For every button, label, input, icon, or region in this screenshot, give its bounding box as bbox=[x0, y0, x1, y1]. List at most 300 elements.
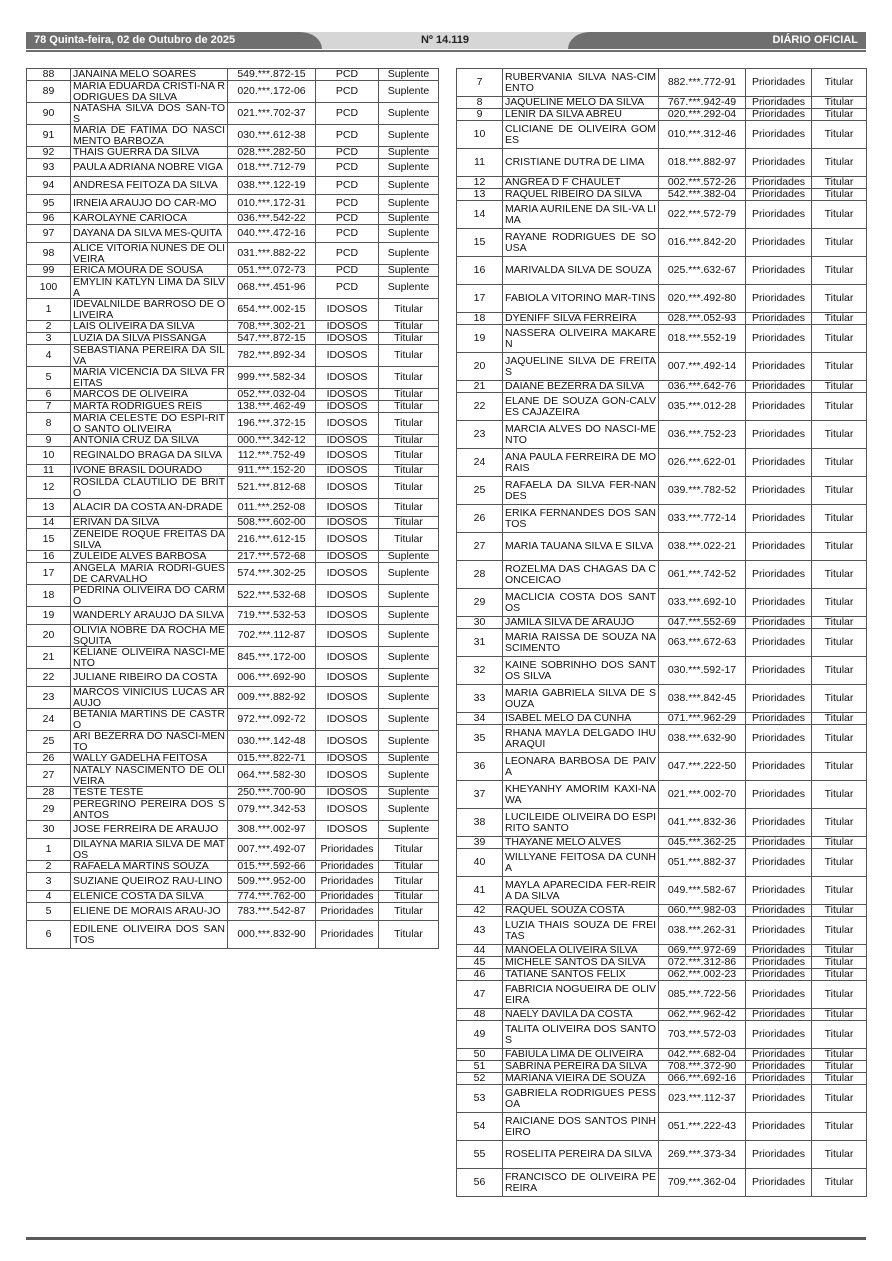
table-row bbox=[457, 477, 867, 505]
category: Prioridades bbox=[746, 353, 812, 381]
cpf-masked: 882.***.772-91 bbox=[659, 69, 746, 97]
row-number: 56 bbox=[457, 1169, 503, 1197]
status: Titular bbox=[812, 917, 867, 945]
row-number: 15 bbox=[457, 229, 503, 257]
status: Titular bbox=[812, 285, 867, 313]
category: Prioridades bbox=[746, 945, 812, 957]
table-row bbox=[27, 477, 439, 499]
cpf-masked: 071.***.962-29 bbox=[659, 713, 746, 725]
cpf-masked: 060.***.982-03 bbox=[659, 905, 746, 917]
category: Prioridades bbox=[746, 533, 812, 561]
row-number: 28 bbox=[457, 561, 503, 589]
table-row bbox=[27, 873, 439, 891]
table-row bbox=[457, 877, 867, 905]
status: Suplente bbox=[379, 225, 439, 243]
table-row bbox=[27, 69, 439, 81]
cpf-masked: 036.***.542-22 bbox=[228, 213, 316, 225]
candidate-name: MICHELE SANTOS DA SILVA bbox=[503, 957, 659, 969]
table-row bbox=[457, 421, 867, 449]
candidate-name: TALITA OLIVEIRA DOS SANTOS bbox=[503, 1021, 659, 1049]
table-row bbox=[27, 839, 439, 861]
table-row bbox=[27, 731, 439, 753]
category: Prioridades bbox=[746, 97, 812, 109]
cpf-masked: 767.***.942-49 bbox=[659, 97, 746, 109]
row-number: 29 bbox=[457, 589, 503, 617]
row-number: 3 bbox=[27, 873, 71, 891]
row-number: 33 bbox=[457, 685, 503, 713]
row-number: 13 bbox=[457, 189, 503, 201]
row-number: 88 bbox=[27, 69, 71, 81]
candidate-name: MANOELA OLIVEIRA SILVA bbox=[503, 945, 659, 957]
status: Titular bbox=[812, 781, 867, 809]
row-number: 15 bbox=[27, 529, 71, 551]
table-row bbox=[27, 103, 439, 125]
cpf-masked: 022.***.572-79 bbox=[659, 201, 746, 229]
table-row bbox=[27, 765, 439, 787]
category: Prioridades bbox=[746, 285, 812, 313]
candidate-name: IVONE BRASIL DOURADO bbox=[71, 465, 228, 477]
candidate-name: JULIANE RIBEIRO DA COSTA bbox=[71, 669, 228, 687]
table-row bbox=[27, 517, 439, 529]
category: Prioridades bbox=[746, 617, 812, 629]
row-number: 28 bbox=[27, 787, 71, 799]
candidate-name: RAQUEL RIBEIRO DA SILVA bbox=[503, 189, 659, 201]
table-row bbox=[457, 617, 867, 629]
cpf-masked: 006.***.692-90 bbox=[228, 669, 316, 687]
status: Titular bbox=[812, 177, 867, 189]
category: Prioridades bbox=[746, 421, 812, 449]
status: Suplente bbox=[379, 277, 439, 299]
table-row bbox=[457, 109, 867, 121]
cpf-masked: 708.***.372-90 bbox=[659, 1061, 746, 1073]
status: Titular bbox=[379, 477, 439, 499]
row-number: 4 bbox=[27, 345, 71, 367]
table-row bbox=[457, 713, 867, 725]
cpf-masked: 021.***.002-70 bbox=[659, 781, 746, 809]
row-number: 51 bbox=[457, 1061, 503, 1073]
row-number: 21 bbox=[27, 647, 71, 669]
status: Titular bbox=[379, 321, 439, 333]
candidate-name: DILAYNA MARIA SILVA DE MATOS bbox=[71, 839, 228, 861]
status: Titular bbox=[812, 657, 867, 685]
cpf-masked: 018.***.552-19 bbox=[659, 325, 746, 353]
cpf-masked: 217.***.572-68 bbox=[228, 551, 316, 563]
cpf-masked: 052.***.032-04 bbox=[228, 389, 316, 401]
table-row bbox=[457, 201, 867, 229]
status: Suplente bbox=[379, 787, 439, 799]
category: IDOSOS bbox=[316, 401, 379, 413]
cpf-masked: 703.***.572-03 bbox=[659, 1021, 746, 1049]
category: Prioridades bbox=[316, 891, 379, 903]
candidate-name: ARI BEZERRA DO NASCI-MENTO bbox=[71, 731, 228, 753]
status: Titular bbox=[812, 393, 867, 421]
cpf-masked: 196.***.372-15 bbox=[228, 413, 316, 435]
row-number: 17 bbox=[457, 285, 503, 313]
status: Titular bbox=[812, 1085, 867, 1113]
candidate-name: PEDRINA OLIVEIRA DO CARMO bbox=[71, 585, 228, 607]
cpf-masked: 015.***.822-71 bbox=[228, 753, 316, 765]
category: IDOSOS bbox=[316, 821, 379, 839]
cpf-masked: 016.***.842-20 bbox=[659, 229, 746, 257]
row-number: 14 bbox=[457, 201, 503, 229]
status: Titular bbox=[812, 189, 867, 201]
candidate-name: MARIA GABRIELA SILVA DE SOUZA bbox=[503, 685, 659, 713]
table-row bbox=[457, 837, 867, 849]
status: Suplente bbox=[379, 243, 439, 265]
row-number: 25 bbox=[457, 477, 503, 505]
category: IDOSOS bbox=[316, 669, 379, 687]
table-row bbox=[457, 97, 867, 109]
candidate-name: WILLYANE FEITOSA DA CUNHA bbox=[503, 849, 659, 877]
status: Titular bbox=[812, 629, 867, 657]
category: IDOSOS bbox=[316, 529, 379, 551]
status: Titular bbox=[812, 1169, 867, 1197]
table-row bbox=[457, 969, 867, 981]
category: IDOSOS bbox=[316, 799, 379, 821]
row-number: 12 bbox=[27, 477, 71, 499]
table-row bbox=[457, 325, 867, 353]
cpf-masked: 063.***.672-63 bbox=[659, 629, 746, 657]
candidate-name: ANTONIA CRUZ DA SILVA bbox=[71, 435, 228, 447]
status: Titular bbox=[812, 837, 867, 849]
candidate-name: SUZIANE QUEIROZ RAU-LINO bbox=[71, 873, 228, 891]
status: Titular bbox=[379, 447, 439, 465]
row-number: 19 bbox=[457, 325, 503, 353]
category: Prioridades bbox=[316, 861, 379, 873]
cpf-masked: 036.***.642-76 bbox=[659, 381, 746, 393]
cpf-masked: 047.***.222-50 bbox=[659, 753, 746, 781]
status: Titular bbox=[379, 903, 439, 921]
table-row bbox=[27, 435, 439, 447]
row-number: 35 bbox=[457, 725, 503, 753]
header-divider bbox=[26, 50, 866, 52]
status: Titular bbox=[379, 529, 439, 551]
row-number: 55 bbox=[457, 1141, 503, 1169]
category: Prioridades bbox=[316, 903, 379, 921]
candidate-name: LAIS OLIVEIRA DA SILVA bbox=[71, 321, 228, 333]
cpf-masked: 018.***.882-97 bbox=[659, 149, 746, 177]
status: Suplente bbox=[379, 103, 439, 125]
table-row bbox=[457, 957, 867, 969]
candidate-name: ANGREA D F CHAULET bbox=[503, 177, 659, 189]
candidate-name: CLICIANE DE OLIVEIRA GOMES bbox=[503, 121, 659, 149]
candidate-name: ROSILDA CLAUTILIO DE BRITO bbox=[71, 477, 228, 499]
candidate-name: LUCILEIDE OLIVEIRA DO ESPIRITO SANTO bbox=[503, 809, 659, 837]
status: Suplente bbox=[379, 159, 439, 177]
status: Suplente bbox=[379, 765, 439, 787]
category: Prioridades bbox=[746, 121, 812, 149]
category: IDOSOS bbox=[316, 753, 379, 765]
category: Prioridades bbox=[746, 505, 812, 533]
table-row bbox=[27, 563, 439, 585]
table-row bbox=[457, 1169, 867, 1197]
row-number: 1 bbox=[27, 299, 71, 321]
table-row bbox=[27, 903, 439, 921]
candidate-name: PAULA ADRIANA NOBRE VIGA bbox=[71, 159, 228, 177]
status: Titular bbox=[812, 257, 867, 285]
row-number: 47 bbox=[457, 981, 503, 1009]
candidate-name: ALICE VITORIA NUNES DE OLIVEIRA bbox=[71, 243, 228, 265]
row-number: 19 bbox=[27, 607, 71, 625]
table-row bbox=[27, 265, 439, 277]
row-number: 9 bbox=[457, 109, 503, 121]
category: Prioridades bbox=[746, 905, 812, 917]
status: Titular bbox=[812, 505, 867, 533]
status: Titular bbox=[812, 713, 867, 725]
table-row bbox=[27, 299, 439, 321]
cpf-masked: 062.***.962-42 bbox=[659, 1009, 746, 1021]
row-number: 41 bbox=[457, 877, 503, 905]
row-number: 54 bbox=[457, 1113, 503, 1141]
status: Suplente bbox=[379, 607, 439, 625]
candidate-name: ELANE DE SOUZA GON-CALVES CAJAZEIRA bbox=[503, 393, 659, 421]
table-row bbox=[457, 685, 867, 713]
row-number: 94 bbox=[27, 177, 71, 195]
cpf-masked: 007.***.492-07 bbox=[228, 839, 316, 861]
category: Prioridades bbox=[746, 1169, 812, 1197]
cpf-masked: 138.***.462-49 bbox=[228, 401, 316, 413]
cpf-masked: 033.***.692-10 bbox=[659, 589, 746, 617]
category: Prioridades bbox=[746, 1141, 812, 1169]
category: Prioridades bbox=[746, 657, 812, 685]
category: IDOSOS bbox=[316, 333, 379, 345]
candidate-name: LEONARA BARBOSA DE PAIVA bbox=[503, 753, 659, 781]
category: Prioridades bbox=[746, 477, 812, 505]
category: IDOSOS bbox=[316, 413, 379, 435]
row-number: 52 bbox=[457, 1073, 503, 1085]
category: Prioridades bbox=[746, 725, 812, 753]
table-row bbox=[27, 529, 439, 551]
table-row bbox=[457, 753, 867, 781]
cpf-masked: 047.***.552-69 bbox=[659, 617, 746, 629]
candidate-name: JANAINA MELO SOARES bbox=[71, 69, 228, 81]
candidate-name: WALLY GADELHA FEITOSA bbox=[71, 753, 228, 765]
table-row bbox=[27, 447, 439, 465]
status: Titular bbox=[379, 839, 439, 861]
row-number: 100 bbox=[27, 277, 71, 299]
cpf-masked: 972.***.092-72 bbox=[228, 709, 316, 731]
candidate-name: ELIENE DE MORAIS ARAU-JO bbox=[71, 903, 228, 921]
candidate-name: ZENEIDE ROQUE FREITAS DA SILVA bbox=[71, 529, 228, 551]
table-row bbox=[457, 725, 867, 753]
table-row bbox=[457, 981, 867, 1009]
table-row bbox=[27, 225, 439, 243]
table-row bbox=[457, 1021, 867, 1049]
page-date: 78 Quinta-feira, 02 de Outubro de 2025 bbox=[26, 32, 322, 49]
category: IDOSOS bbox=[316, 321, 379, 333]
candidate-name: RAQUEL SOUZA COSTA bbox=[503, 905, 659, 917]
status: Titular bbox=[812, 201, 867, 229]
table-row bbox=[457, 629, 867, 657]
cpf-masked: 719.***.532-53 bbox=[228, 607, 316, 625]
candidate-table-right bbox=[456, 68, 867, 1197]
category: Prioridades bbox=[746, 1061, 812, 1073]
candidate-name: KAINE SOBRINHO DOS SANTOS SILVA bbox=[503, 657, 659, 685]
category: Prioridades bbox=[746, 981, 812, 1009]
row-number: 95 bbox=[27, 195, 71, 213]
status: Suplente bbox=[379, 753, 439, 765]
cpf-masked: 049.***.582-67 bbox=[659, 877, 746, 905]
category: Prioridades bbox=[746, 257, 812, 285]
category: IDOSOS bbox=[316, 709, 379, 731]
status: Titular bbox=[812, 1009, 867, 1021]
category: PCD bbox=[316, 81, 379, 103]
candidate-name: RHANA MAYLA DELGADO IHUARAQUI bbox=[503, 725, 659, 753]
candidate-name: LUZIA DA SILVA PISSANGA bbox=[71, 333, 228, 345]
cpf-masked: 250.***.700-90 bbox=[228, 787, 316, 799]
candidate-name: DYENIFF SILVA FERREIRA bbox=[503, 313, 659, 325]
cpf-masked: 549.***.872-15 bbox=[228, 69, 316, 81]
table-row bbox=[27, 551, 439, 563]
cpf-masked: 038.***.262-31 bbox=[659, 917, 746, 945]
cpf-masked: 039.***.782-52 bbox=[659, 477, 746, 505]
candidate-table-left bbox=[26, 68, 439, 949]
row-number: 38 bbox=[457, 809, 503, 837]
status: Titular bbox=[379, 367, 439, 389]
candidate-name: ISABEL MELO DA CUNHA bbox=[503, 713, 659, 725]
table-row bbox=[27, 367, 439, 389]
cpf-masked: 030.***.592-17 bbox=[659, 657, 746, 685]
cpf-masked: 041.***.832-36 bbox=[659, 809, 746, 837]
category: Prioridades bbox=[746, 781, 812, 809]
table-row bbox=[457, 449, 867, 477]
candidate-name: RUBERVANIA SILVA NAS-CIMENTO bbox=[503, 69, 659, 97]
candidate-name: FABIOLA VITORINO MAR-TINS bbox=[503, 285, 659, 313]
row-number: 21 bbox=[457, 381, 503, 393]
candidate-name: REGINALDO BRAGA DA SILVA bbox=[71, 447, 228, 465]
status: Suplente bbox=[379, 265, 439, 277]
category: IDOSOS bbox=[316, 345, 379, 367]
category: IDOSOS bbox=[316, 389, 379, 401]
row-number: 13 bbox=[27, 499, 71, 517]
status: Suplente bbox=[379, 709, 439, 731]
table-row bbox=[27, 243, 439, 265]
cpf-masked: 026.***.622-01 bbox=[659, 449, 746, 477]
cpf-masked: 654.***.002-15 bbox=[228, 299, 316, 321]
candidate-name: MARIA DE FATIMA DO NASCIMENTO BARBOZA bbox=[71, 125, 228, 147]
candidate-name: JOSE FERREIRA DE ARAUJO bbox=[71, 821, 228, 839]
status: Titular bbox=[812, 905, 867, 917]
candidate-name: MARIA EDUARDA CRISTI-NA RODRIGUES DA SILVA bbox=[71, 81, 228, 103]
status: Suplente bbox=[379, 69, 439, 81]
category: IDOSOS bbox=[316, 551, 379, 563]
status: Titular bbox=[379, 333, 439, 345]
cpf-masked: 020.***.492-80 bbox=[659, 285, 746, 313]
status: Suplente bbox=[379, 551, 439, 563]
candidate-name: NAELY DAVILA DA COSTA bbox=[503, 1009, 659, 1021]
cpf-masked: 015.***.592-66 bbox=[228, 861, 316, 873]
status: Suplente bbox=[379, 731, 439, 753]
category: PCD bbox=[316, 277, 379, 299]
row-number: 30 bbox=[27, 821, 71, 839]
category: PCD bbox=[316, 103, 379, 125]
cpf-masked: 038.***.632-90 bbox=[659, 725, 746, 753]
row-number: 18 bbox=[457, 313, 503, 325]
candidate-name: IRNEIA ARAUJO DO CAR-MO bbox=[71, 195, 228, 213]
cpf-masked: 547.***.872-15 bbox=[228, 333, 316, 345]
table-row bbox=[457, 561, 867, 589]
candidate-name: CRISTIANE DUTRA DE LIMA bbox=[503, 149, 659, 177]
candidate-name: ERICA MOURA DE SOUSA bbox=[71, 265, 228, 277]
candidate-name: RAYANE RODRIGUES DE SOUSA bbox=[503, 229, 659, 257]
row-number: 8 bbox=[27, 413, 71, 435]
cpf-masked: 782.***.892-34 bbox=[228, 345, 316, 367]
category: Prioridades bbox=[746, 1009, 812, 1021]
category: Prioridades bbox=[746, 969, 812, 981]
status: Suplente bbox=[379, 799, 439, 821]
row-number: 89 bbox=[27, 81, 71, 103]
category: Prioridades bbox=[746, 877, 812, 905]
status: Titular bbox=[379, 517, 439, 529]
category: IDOSOS bbox=[316, 787, 379, 799]
category: IDOSOS bbox=[316, 435, 379, 447]
table-row bbox=[27, 787, 439, 799]
category: IDOSOS bbox=[316, 299, 379, 321]
category: PCD bbox=[316, 243, 379, 265]
table-row bbox=[457, 149, 867, 177]
cpf-masked: 066.***.692-16 bbox=[659, 1073, 746, 1085]
cpf-masked: 522.***.532-68 bbox=[228, 585, 316, 607]
row-number: 45 bbox=[457, 957, 503, 969]
candidate-name: SEBASTIANA PEREIRA DA SILVA bbox=[71, 345, 228, 367]
category: PCD bbox=[316, 265, 379, 277]
row-number: 92 bbox=[27, 147, 71, 159]
category: IDOSOS bbox=[316, 607, 379, 625]
row-number: 17 bbox=[27, 563, 71, 585]
status: Titular bbox=[812, 69, 867, 97]
candidate-name: LENIR DA SILVA ABREU bbox=[503, 109, 659, 121]
category: Prioridades bbox=[746, 1021, 812, 1049]
table-row bbox=[27, 499, 439, 517]
row-number: 23 bbox=[27, 687, 71, 709]
candidate-name: DAYANA DA SILVA MES-QUITA bbox=[71, 225, 228, 243]
table-row bbox=[457, 1049, 867, 1061]
candidate-name: KHEYANHY AMORIM KAXI-NAWA bbox=[503, 781, 659, 809]
candidate-name: MARTA RODRIGUES REIS bbox=[71, 401, 228, 413]
row-number: 8 bbox=[457, 97, 503, 109]
table-row bbox=[27, 585, 439, 607]
table-row bbox=[457, 657, 867, 685]
category: IDOSOS bbox=[316, 765, 379, 787]
row-number: 26 bbox=[27, 753, 71, 765]
table-row bbox=[457, 1141, 867, 1169]
cpf-masked: 774.***.762-00 bbox=[228, 891, 316, 903]
candidate-name: SABRINA PEREIRA DA SILVA bbox=[503, 1061, 659, 1073]
status: Suplente bbox=[379, 625, 439, 647]
candidate-name: ROZELMA DAS CHAGAS DA CONCEICAO bbox=[503, 561, 659, 589]
table-row bbox=[457, 849, 867, 877]
table-row bbox=[27, 125, 439, 147]
footer-divider bbox=[26, 1237, 866, 1240]
category: Prioridades bbox=[746, 1113, 812, 1141]
candidate-name: ANGELA MARIA RODRI-GUES DE CARVALHO bbox=[71, 563, 228, 585]
status: Suplente bbox=[379, 585, 439, 607]
status: Titular bbox=[379, 413, 439, 435]
category: PCD bbox=[316, 159, 379, 177]
candidate-name: ROSELITA PEREIRA DA SILVA bbox=[503, 1141, 659, 1169]
cpf-masked: 061.***.742-52 bbox=[659, 561, 746, 589]
status: Titular bbox=[812, 109, 867, 121]
cpf-masked: 216.***.612-15 bbox=[228, 529, 316, 551]
row-number: 49 bbox=[457, 1021, 503, 1049]
category: Prioridades bbox=[746, 561, 812, 589]
category: Prioridades bbox=[746, 109, 812, 121]
candidate-name: RAICIANE DOS SANTOS PINHEIRO bbox=[503, 1113, 659, 1141]
category: IDOSOS bbox=[316, 647, 379, 669]
category: IDOSOS bbox=[316, 477, 379, 499]
cpf-masked: 031.***.882-22 bbox=[228, 243, 316, 265]
cpf-masked: 508.***.602-00 bbox=[228, 517, 316, 529]
